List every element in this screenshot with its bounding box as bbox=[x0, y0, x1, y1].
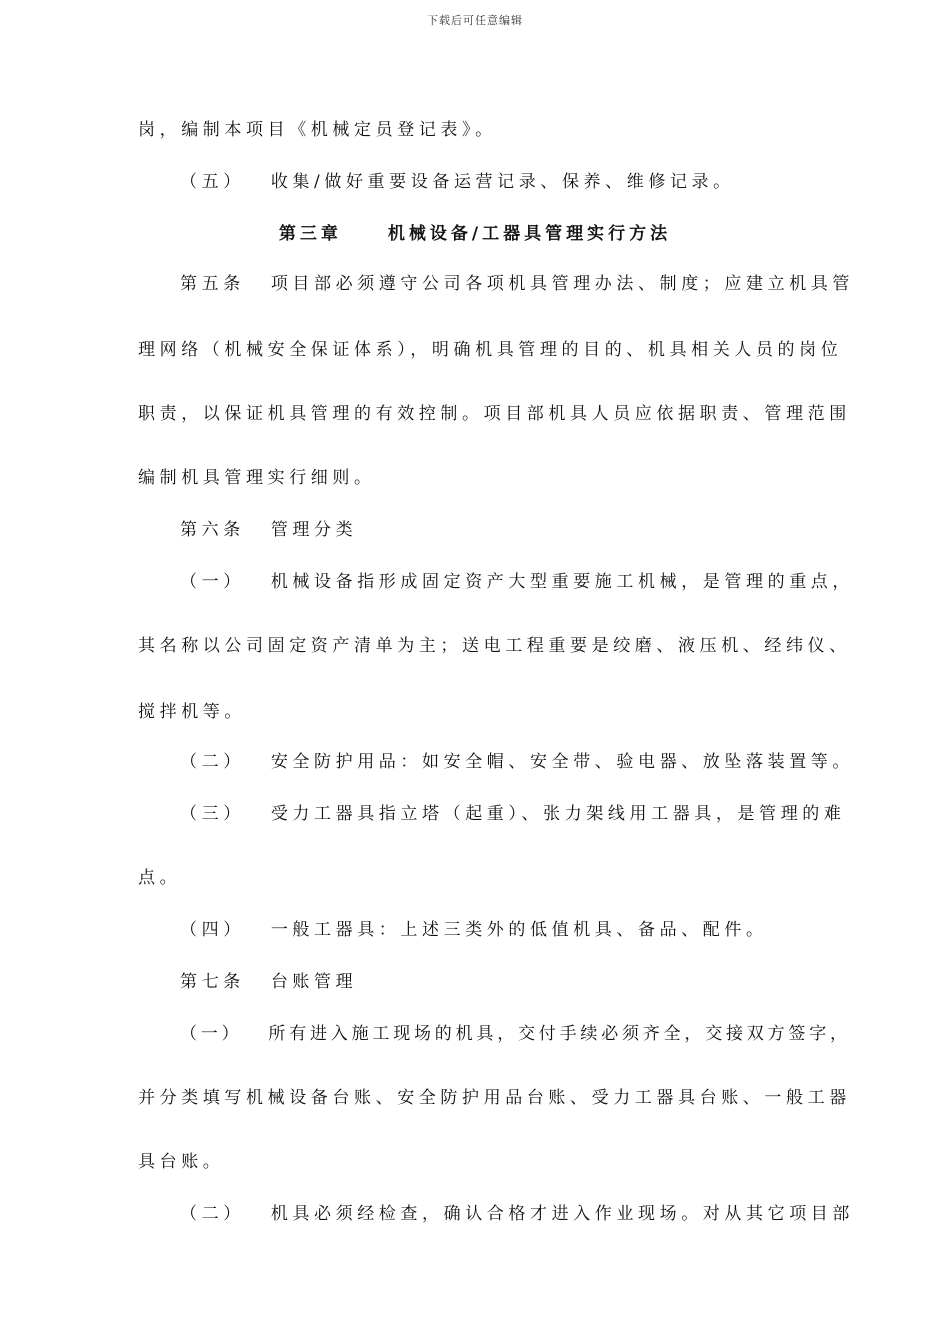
chapter-heading bbox=[0, 224, 950, 244]
article-label: 第七条 bbox=[180, 972, 245, 992]
paragraph-line: 编制机具管理实行细则。 bbox=[138, 468, 376, 488]
item-text: 机具必须经检查，确认合格才进入作业现场。对从其它项目部 bbox=[270, 1204, 855, 1224]
list-item-2 bbox=[180, 752, 854, 772]
item-label: （二） bbox=[180, 752, 245, 772]
paragraph-line: 岗，编制本项目《机械定员登记表》。 bbox=[138, 120, 497, 140]
paragraph-line: 点。 bbox=[138, 868, 182, 888]
chapter-title: 机械设备/工器具管理实行方法 bbox=[387, 224, 672, 244]
item-text: 受力工器具指立塔（起重）、张力架线用工器具，是管理的难 bbox=[270, 804, 846, 824]
article-7 bbox=[180, 972, 357, 992]
list-item-1 bbox=[180, 1024, 851, 1044]
paragraph-line: 并分类填写机械设备台账、安全防护用品台账、受力工器具台账、一般工器 bbox=[138, 1088, 851, 1108]
item-text: 所有进入施工现场的机具，交付手续必须齐全，交接双方签字， bbox=[268, 1024, 851, 1044]
paragraph-line: 职责，以保证机具管理的有效控制。项目部机具人员应依据职责、管理范围 bbox=[138, 404, 851, 424]
item-label: （五） bbox=[180, 172, 245, 192]
list-item-2 bbox=[180, 1204, 854, 1224]
item-text: 收集/做好重要设备运营记录、保养、维修记录。 bbox=[270, 172, 735, 192]
article-label: 第五条 bbox=[180, 274, 245, 294]
paragraph-line: 搅拌机等。 bbox=[138, 702, 246, 722]
paragraph-line: 其名称以公司固定资产清单为主；送电工程重要是绞磨、液压机、经纬仪、 bbox=[138, 636, 851, 656]
list-item-4 bbox=[180, 920, 768, 940]
paragraph-line: 具台账。 bbox=[138, 1152, 225, 1172]
article-label: 第六条 bbox=[180, 520, 245, 540]
item-label: （一） bbox=[180, 1024, 243, 1044]
chapter-number: 第三章 bbox=[278, 224, 342, 244]
list-item-1 bbox=[180, 572, 854, 592]
item-text: 机械设备指形成固定资产大型重要施工机械，是管理的重点， bbox=[270, 572, 855, 592]
page-header: 下载后可任意编辑 bbox=[427, 14, 523, 27]
article-text: 项目部必须遵守公司各项机具管理办法、制度；应建立机具管 bbox=[270, 274, 855, 294]
item-label: （三） bbox=[180, 804, 245, 824]
article-text: 台账管理 bbox=[270, 972, 358, 992]
paragraph-line: 理网络（机械安全保证体系），明确机具管理的目的、机具相关人员的岗位 bbox=[138, 340, 843, 360]
item-label: （二） bbox=[180, 1204, 245, 1224]
article-5 bbox=[180, 274, 854, 294]
article-6 bbox=[180, 520, 357, 540]
item-label: （四） bbox=[180, 920, 245, 940]
item-text: 一般工器具：上述三类外的低值机具、备品、配件。 bbox=[270, 920, 768, 940]
item-text: 安全防护用品：如安全帽、安全带、验电器、放坠落装置等。 bbox=[270, 752, 855, 772]
list-item-3 bbox=[180, 804, 846, 824]
item-label: （一） bbox=[180, 572, 245, 592]
article-text: 管理分类 bbox=[270, 520, 358, 540]
list-item-5 bbox=[180, 172, 735, 192]
